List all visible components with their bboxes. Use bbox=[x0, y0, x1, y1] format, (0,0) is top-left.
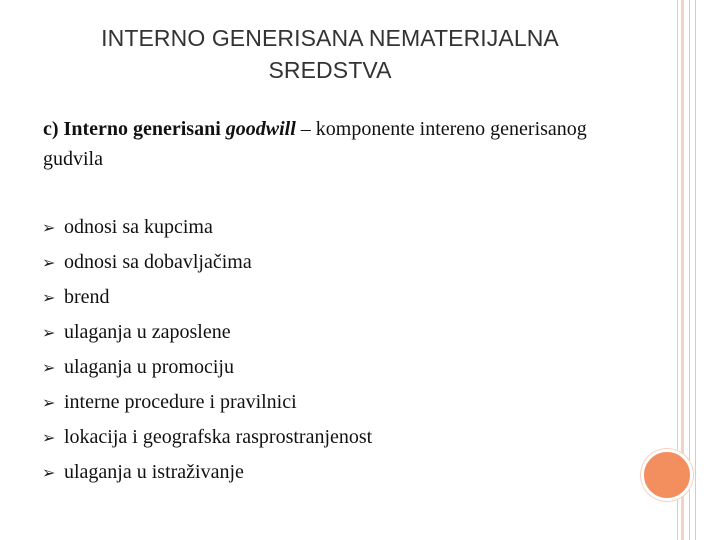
right-border-line-outer bbox=[695, 0, 696, 540]
arrow-bullet-icon: ➢ bbox=[42, 288, 56, 307]
bullet-item bbox=[42, 280, 372, 315]
arrow-bullet-icon: ➢ bbox=[42, 393, 56, 412]
subtitle-goodwill-term: goodwill bbox=[225, 118, 296, 140]
bullet-text: interne procedure i pravilnici bbox=[64, 391, 297, 413]
arrow-bullet-icon: ➢ bbox=[42, 323, 56, 342]
bullet-item bbox=[42, 245, 372, 280]
bullet-text: lokacija i geografska rasprostranjenost bbox=[64, 426, 373, 448]
subtitle-description: – komponente intereno generisanog gudvila bbox=[43, 118, 587, 170]
accent-circle bbox=[641, 449, 693, 501]
subtitle-lead: c) Interno generisani bbox=[43, 118, 226, 140]
bullet-text: odnosi sa dobavljačima bbox=[64, 251, 252, 273]
right-border-line-middle bbox=[689, 0, 690, 540]
slide-title bbox=[40, 22, 620, 86]
bullet-item bbox=[42, 350, 372, 385]
slide-title-line-2: SREDSTVA bbox=[268, 57, 392, 83]
bullet-item bbox=[42, 455, 372, 490]
arrow-bullet-icon: ➢ bbox=[42, 428, 56, 447]
slide-title-line-1: INTERNO GENERISANA NEMATERIJALNA bbox=[101, 25, 559, 51]
bullet-text: brend bbox=[64, 286, 110, 308]
bullet-text: ulaganja u promociju bbox=[64, 356, 234, 378]
bullet-item bbox=[42, 385, 372, 420]
bullet-text: ulaganja u istraživanje bbox=[64, 461, 244, 483]
arrow-bullet-icon: ➢ bbox=[42, 463, 56, 482]
bullet-item bbox=[42, 420, 372, 455]
arrow-bullet-icon: ➢ bbox=[42, 253, 56, 272]
subtitle bbox=[43, 114, 633, 174]
bullet-text: ulaganja u zaposlene bbox=[64, 321, 231, 343]
arrow-bullet-icon: ➢ bbox=[42, 358, 56, 377]
arrow-bullet-icon: ➢ bbox=[42, 218, 56, 237]
bullet-item bbox=[42, 210, 372, 245]
bullet-list bbox=[42, 210, 372, 490]
bullet-item bbox=[42, 315, 372, 350]
bullet-text: odnosi sa kupcima bbox=[64, 216, 213, 238]
